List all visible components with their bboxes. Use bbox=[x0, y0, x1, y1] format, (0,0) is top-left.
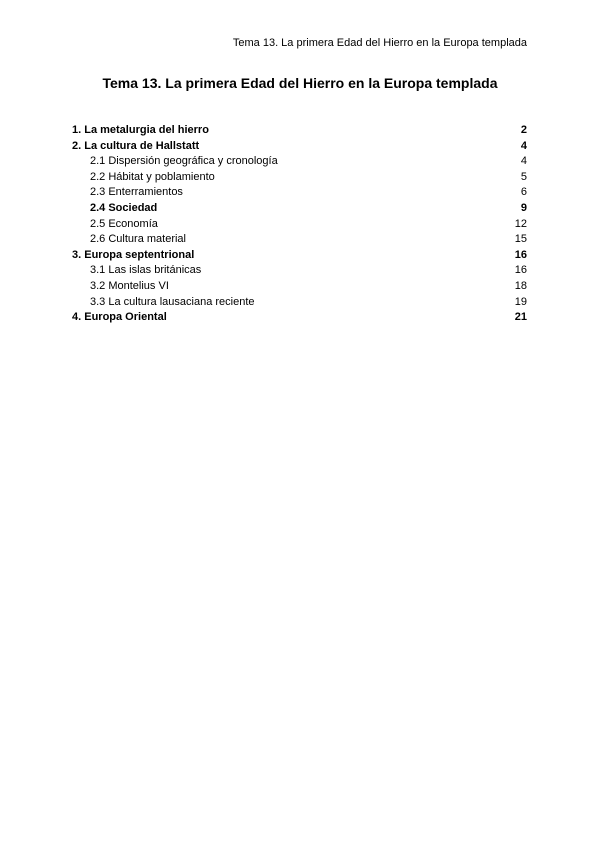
toc-entry-page: 12 bbox=[514, 217, 527, 230]
toc-entry-label: 3.1 Las islas británicas bbox=[90, 264, 202, 277]
toc-entry-page: 19 bbox=[514, 295, 527, 308]
toc-entry-label: 1. La metalurgia del hierro bbox=[72, 124, 209, 136]
toc-entry-page: 9 bbox=[520, 201, 527, 214]
toc-entry-label: 2.4 Sociedad bbox=[90, 201, 158, 214]
toc-entry-label: 2.2 Hábitat y poblamiento bbox=[90, 170, 215, 183]
toc-entry[interactable] bbox=[72, 170, 527, 186]
toc-entry[interactable] bbox=[72, 310, 527, 326]
toc-entry-page: 21 bbox=[514, 311, 527, 324]
toc-entry-label: 2.5 Economía bbox=[90, 217, 158, 230]
table-of-contents bbox=[72, 123, 527, 326]
toc-entry-page: 6 bbox=[520, 186, 527, 199]
toc-entry-page: 18 bbox=[514, 279, 527, 292]
toc-entry[interactable] bbox=[72, 201, 527, 217]
toc-entry-label: 4. Europa Oriental bbox=[72, 311, 167, 324]
toc-entry-page: 16 bbox=[514, 248, 527, 261]
toc-entry[interactable] bbox=[72, 263, 527, 279]
document-title: Tema 13. La primera Edad del Hierro en la Europa templada bbox=[102, 75, 498, 91]
toc-entry-page: 4 bbox=[520, 155, 527, 168]
toc-entry[interactable] bbox=[72, 139, 527, 155]
toc-entry-label: 2.6 Cultura material bbox=[90, 233, 186, 246]
toc-entry-label: 3. Europa septentrional bbox=[72, 248, 195, 261]
toc-entry-label: 2. La cultura de Hallstatt bbox=[72, 139, 200, 152]
toc-entry-page: 15 bbox=[514, 233, 527, 246]
toc-entry[interactable] bbox=[72, 232, 527, 248]
toc-entry-label: 2.3 Enterramientos bbox=[90, 186, 183, 199]
toc-entry-page: 5 bbox=[520, 170, 527, 183]
toc-entry-page: 4 bbox=[520, 139, 527, 152]
toc-entry[interactable] bbox=[72, 185, 527, 201]
toc-entry[interactable] bbox=[72, 248, 527, 264]
running-header: Tema 13. La primera Edad del Hierro en la Europa templada bbox=[232, 37, 527, 49]
toc-entry-page: 16 bbox=[514, 264, 527, 277]
toc-entry-label: 3.3 La cultura lausaciana reciente bbox=[90, 295, 255, 308]
toc-entry[interactable] bbox=[72, 295, 527, 311]
toc-entry[interactable] bbox=[72, 217, 527, 233]
toc-entry[interactable] bbox=[72, 154, 527, 170]
toc-entry[interactable] bbox=[72, 279, 527, 295]
toc-entry-label: 3.2 Montelius VI bbox=[90, 279, 169, 292]
toc-entry[interactable] bbox=[72, 123, 527, 139]
toc-entry-label: 2.1 Dispersión geográfica y cronología bbox=[90, 155, 278, 168]
toc-entry-page: 2 bbox=[520, 124, 527, 136]
